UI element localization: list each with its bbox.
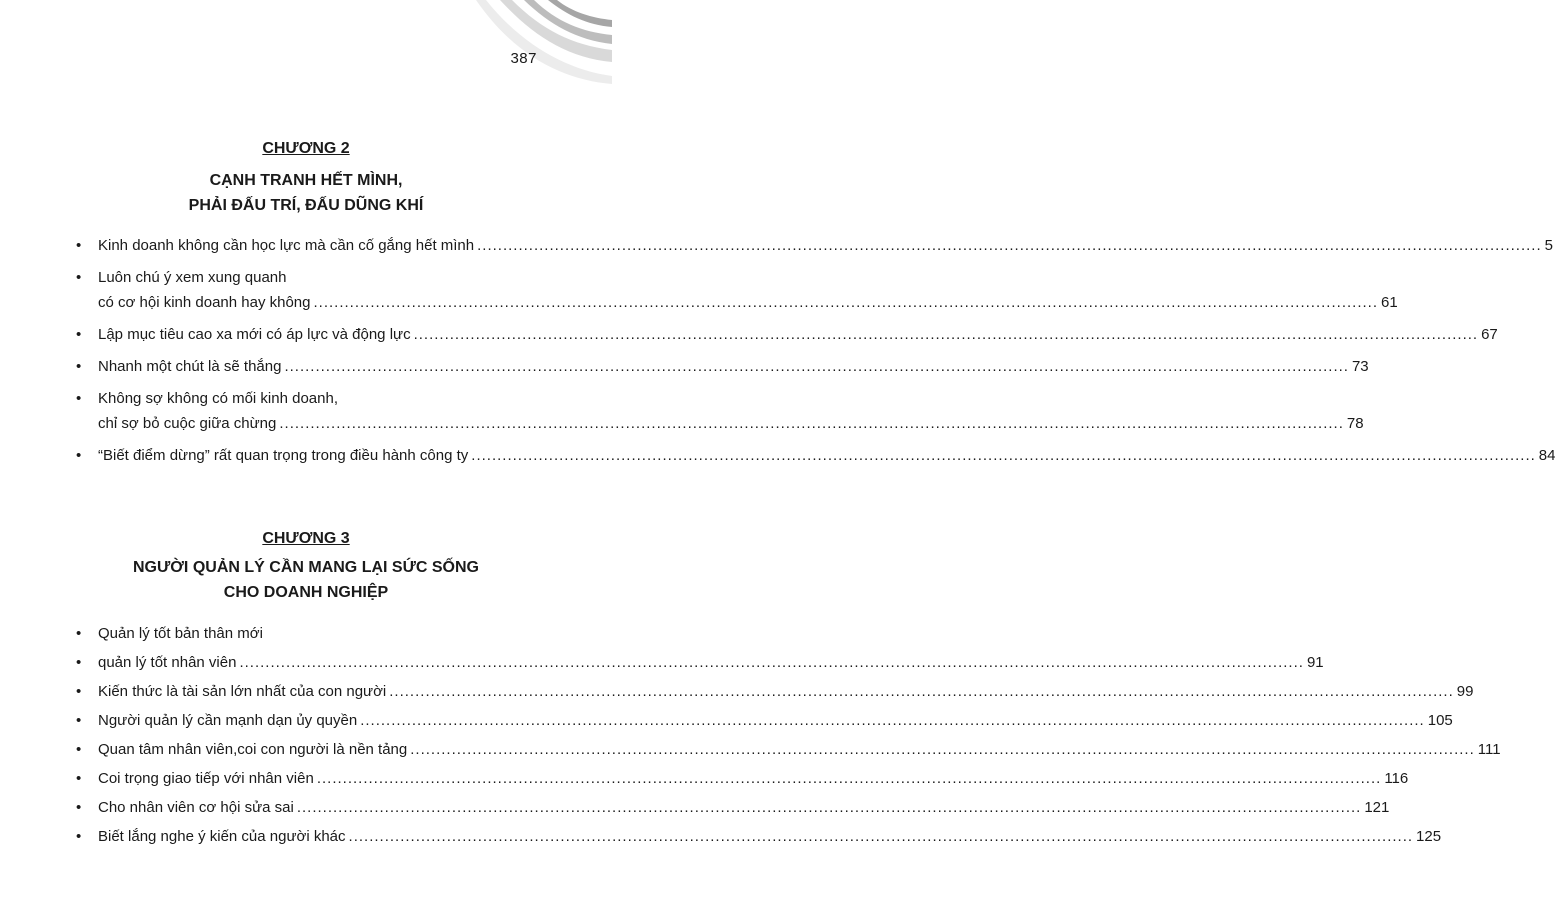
- toc-entry[interactable]: [76, 322, 1498, 347]
- toc-entry[interactable]: [76, 650, 1324, 675]
- toc-entry-page: 105: [1427, 712, 1453, 729]
- bullet-icon: •: [76, 741, 82, 758]
- toc-entry-page: 61: [1381, 294, 1398, 311]
- toc-entry-title: Biết lắng nghe ý kiến của người khác: [98, 828, 346, 845]
- dot-leader: ..............................................................................................................................................................................................................: [279, 415, 1344, 432]
- toc-entry-title: chỉ sợ bỏ cuộc giữa chừng: [98, 415, 277, 432]
- toc-entry-title: có cơ hội kinh doanh hay không: [98, 294, 311, 311]
- bullet-icon: •: [76, 390, 82, 407]
- dot-leader: ..............................................................................................................................................................................................................: [477, 237, 1542, 254]
- bullet-icon: •: [76, 625, 82, 642]
- chapter-2-title-line-1: CẠNH TRANH HẾT MÌNH,: [209, 172, 403, 189]
- dot-leader: ..............................................................................................................................................................................................................: [316, 770, 1382, 787]
- bullet-icon: •: [76, 326, 82, 343]
- bullet-icon: •: [76, 358, 82, 375]
- dot-leader: ..............................................................................................................................................................................................................: [410, 741, 1475, 758]
- chapter-2-heading: CHƯƠNG 2: [262, 140, 350, 157]
- toc-entry-title-line: Luôn chú ý xem xung quanh: [98, 269, 287, 286]
- dot-leader: ..............................................................................................................................................................................................................: [313, 294, 1378, 311]
- dot-leader: ..............................................................................................................................................................................................................: [284, 358, 1349, 375]
- toc-entry-page: 78: [1346, 415, 1364, 432]
- toc-entry[interactable]: [76, 766, 1409, 791]
- toc-entry[interactable]: [76, 737, 1501, 762]
- dot-leader: ..............................................................................................................................................................................................................: [348, 828, 1414, 845]
- chapter-2-toc-list: [76, 233, 1555, 468]
- dot-leader: ..............................................................................................................................................................................................................: [239, 654, 1304, 671]
- toc-entry[interactable]: [76, 621, 526, 646]
- toc-entry[interactable]: [76, 354, 1369, 379]
- toc-entry-page: 116: [1384, 770, 1409, 787]
- chapter-2-title: [0, 168, 612, 218]
- toc-entry[interactable]: [76, 233, 1553, 258]
- dot-leader: ..............................................................................................................................................................................................................: [471, 447, 1536, 464]
- bullet-icon: •: [76, 269, 82, 286]
- toc-entry-page: 111: [1477, 741, 1501, 758]
- toc-entry-title: Kinh doanh không cần học lực mà cần cố gắng hết mình: [98, 237, 475, 254]
- chapter-3-title-line-2: CHO DOANH NGHIỆP: [223, 584, 389, 601]
- bullet-icon: •: [76, 770, 82, 787]
- dot-leader: ..............................................................................................................................................................................................................: [389, 683, 1454, 700]
- toc-entry-title: Kiến thức là tài sản lớn nhất của con người: [98, 683, 387, 700]
- page-number: 387: [510, 50, 537, 67]
- toc-entry[interactable]: [76, 795, 1390, 820]
- toc-entry[interactable]: [76, 443, 1555, 468]
- toc-entry-title: Nhanh một chút là sẽ thắng: [98, 358, 282, 375]
- bullet-icon: •: [76, 683, 82, 700]
- toc-entry[interactable]: [76, 386, 1364, 436]
- toc-entry-title-line: Quản lý tốt bản thân mới: [98, 625, 263, 642]
- toc-entry-title: Quan tâm nhân viên,coi con người là nền tảng: [98, 741, 408, 758]
- toc-entry-title: Coi trọng giao tiếp với nhân viên: [98, 770, 314, 787]
- toc-entry-title: Người quản lý cần mạnh dạn ủy quyền: [98, 712, 358, 729]
- toc-entry-title: “Biết điểm dừng” rất quan trọng trong điều hành công ty: [98, 447, 469, 464]
- chapter-3-title: [0, 555, 612, 605]
- corner-swoosh-decoration: [472, 0, 612, 95]
- toc-entry-page: 5: [1544, 237, 1553, 254]
- toc-entry[interactable]: [76, 824, 1442, 849]
- dot-leader: ..............................................................................................................................................................................................................: [296, 799, 1362, 816]
- chapter-3-toc-list: [76, 621, 1501, 849]
- toc-entry-page: 99: [1456, 683, 1474, 700]
- toc-entry-page: 67: [1481, 326, 1498, 343]
- toc-entry-page: 84: [1538, 447, 1555, 464]
- dot-leader: ..............................................................................................................................................................................................................: [360, 712, 1425, 729]
- bullet-icon: •: [76, 799, 82, 816]
- toc-entry-page: 125: [1416, 828, 1442, 845]
- toc-entry-title-line: Không sợ không có mối kinh doanh,: [98, 390, 338, 407]
- bullet-icon: •: [76, 712, 82, 729]
- bullet-icon: •: [76, 828, 82, 845]
- bullet-icon: •: [76, 654, 82, 671]
- toc-entry-page: 121: [1364, 799, 1390, 816]
- dot-leader: ..............................................................................................................................................................................................................: [413, 326, 1479, 343]
- toc-entry-title: quản lý tốt nhân viên: [98, 654, 237, 671]
- toc-entry[interactable]: [76, 679, 1474, 704]
- bullet-icon: •: [76, 447, 82, 464]
- toc-entry[interactable]: [76, 708, 1453, 733]
- toc-entry-title: Cho nhân viên cơ hội sửa sai: [98, 799, 294, 816]
- bullet-icon: •: [76, 237, 82, 254]
- chapter-3-heading: CHƯƠNG 3: [262, 530, 350, 547]
- chapter-3-title-line-1: NGƯỜI QUẢN LÝ CẦN MANG LẠI SỨC SỐNG: [133, 559, 479, 576]
- toc-entry[interactable]: [76, 265, 1398, 315]
- toc-entry-page: 73: [1351, 358, 1369, 375]
- toc-entry-page: 91: [1306, 654, 1324, 671]
- toc-entry-title: Lập mục tiêu cao xa mới có áp lực và động lực: [98, 326, 411, 343]
- chapter-2-title-line-2: PHẢI ĐẤU TRÍ, ĐẤU DŨNG KHÍ: [188, 197, 424, 214]
